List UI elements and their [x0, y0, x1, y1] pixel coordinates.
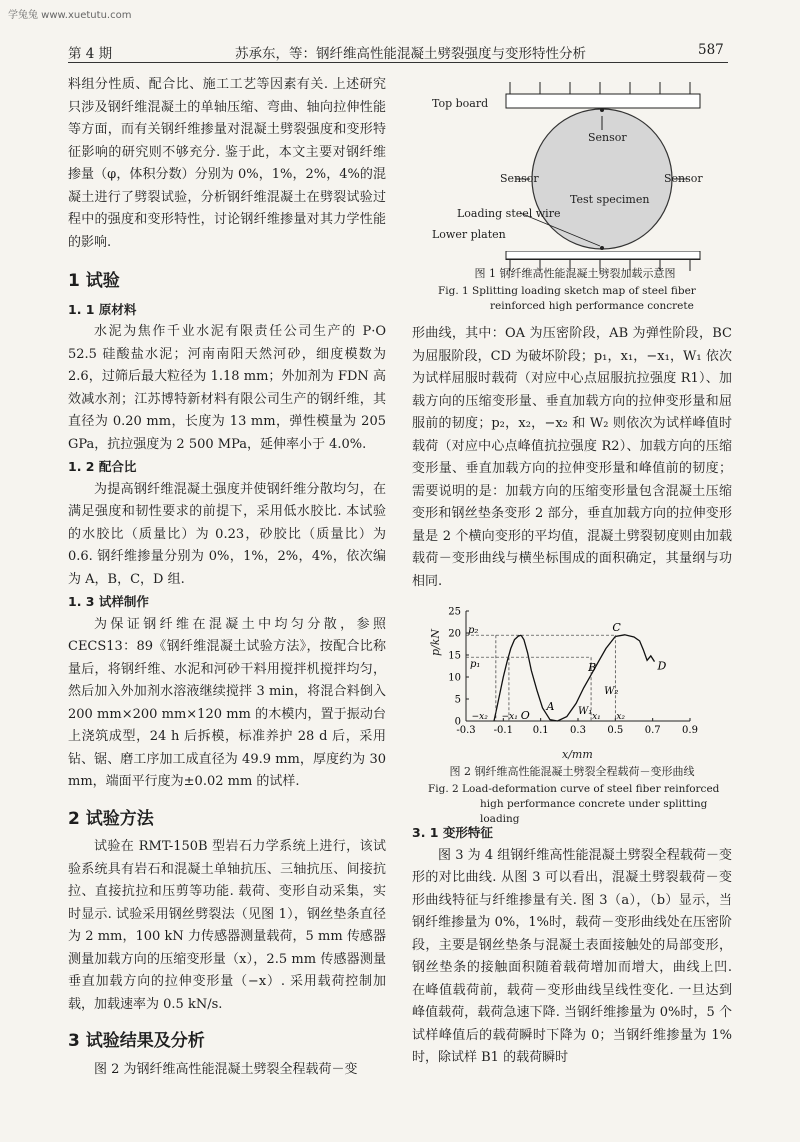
figure-1-caption-en-line2: reinforced high performance concrete — [490, 300, 694, 312]
chart-annotations — [466, 621, 667, 722]
label-D: D — [657, 659, 667, 673]
label-x2: x₂ — [616, 712, 626, 722]
y-tick-label: 10 — [448, 672, 461, 684]
label-x1: x₁ — [592, 712, 601, 722]
label-neg-x2: −x₂ — [471, 712, 488, 722]
x-tick-label: -0.1 — [493, 725, 513, 736]
figure-2-caption-en-line1: Fig. 2 Load-deformation curve of steel fiber reinforced — [428, 783, 720, 795]
section-1-2-heading: 1. 2 配合比 — [68, 459, 137, 474]
section-1-3-heading: 1. 3 试样制作 — [68, 594, 149, 609]
label-p1: p₁ — [470, 659, 481, 671]
deformation-paragraph: 图 3 为 4 组钢纤维高性能混凝土劈裂全程载荷－变形的对比曲线. 从图 3 可以看出，混凝土劈裂载荷－变形曲线特征与纤维掺量有关. 图 3（a），（b）显示，当钢纤维掺量为 0%，1%时，载荷－变形曲线处在压密阶段，主要是钢丝垫条与混凝土表面接触处的局部变形，钢丝垫条的接触面积随着载荷增加而增大，曲线上凹. 在峰值载荷前，载荷－变形曲线呈线性变化. 一旦达到峰值载荷，载荷急速下降. 当钢纤维掺量为 0%时，5 个试样峰值后的载荷瞬时下降为 0；当钢纤维掺量为 1%时，除试样 B1 的载荷瞬时 — [412, 847, 732, 1065]
top-arrows — [510, 82, 690, 94]
label-O: O — [520, 709, 530, 722]
x-axis-label: x/mm — [562, 748, 593, 761]
label-lower-platen: Lower platen — [432, 228, 506, 241]
watermark: 学兔兔 www.xuetutu.com — [8, 10, 132, 21]
figure-1-caption-en-line1: Fig. 1 Splitting loading sketch map of steel fiber — [438, 285, 696, 297]
label-B: B — [588, 660, 597, 674]
label-top-board: Top board — [432, 97, 489, 110]
label-neg-x1: −x₁ — [501, 712, 518, 722]
load-curve-1 — [494, 635, 521, 721]
label-C: C — [612, 620, 621, 634]
y-tick-label: 0 — [454, 716, 461, 728]
method-paragraph: 试验在 RMT-150B 型岩石力学系统上进行，该试验系统具有岩石和混凝土单轴抗压、三轴抗压、间接抗拉、直接抗拉和压剪等功能. 载荷、变形自动采集，实时显示. 试验采用钢丝劈裂法（见图 1），钢丝垫条直径为 2 mm，100 kN 力传感器测量载荷，5 mm 传感器测量加载方向的压缩变形量（x），2.5 mm 传感器测量垂直加载方向的拉伸变形量（−x）. 采用载荷控制加载，加载速率为 0.5 kN/s. — [68, 839, 386, 1012]
header-rule — [68, 62, 728, 63]
running-title: 苏承东，等：钢纤维高性能混凝土劈裂强度与变形特性分析 — [235, 46, 586, 62]
top-board — [506, 94, 700, 108]
figure-1-caption-cn: 图 1 钢纤维高性能混凝土劈裂加载示意图 — [474, 267, 676, 280]
x-tick-label: 0.7 — [644, 725, 661, 736]
label-W1: W₁ — [578, 705, 593, 717]
label-W2: W₂ — [604, 686, 619, 698]
y-tick-label: 15 — [448, 650, 461, 662]
intro-paragraph: 料组分性质、配合比、施工工艺等因素有关. 上述研究只涉及钢纤维混凝土的单轴压缩、弯曲、轴向拉伸性能等方面，而有关钢纤维掺量对混凝土劈裂强度和变形特征影响的研究则不够充分. 鉴于此，本文主要对钢纤维掺量（φ，体积分数）分别为 0%，1%，2%，4%的混凝土进行了劈裂试验，分析钢纤维混凝土在劈裂试验过程中的强度和变形特性，讨论钢纤维掺量对其力学性能的影响. — [68, 77, 386, 250]
top-wire — [600, 108, 604, 112]
specimen-paragraph: 为保证钢纤维在混凝土中均匀分散，参照 CECS13：89《钢纤维混凝土试验方法》，按配合比称量后，将钢纤维、水泥和河砂干料用搅拌机搅拌均匀，然后加入外加剂水溶液继续搅拌 3 min，将混合料倒入 200 mm×200 mm×120 mm 的木模内，置于振动台上浇筑成型，24 h 后拆模，标准养护 28 d 后，采用钻、锯、磨工序加工成直径为 49.9 mm，厚度约为 30 mm，端面平行度为±0.02 mm 的试样. — [68, 616, 386, 789]
section-1-heading: 1 试验 — [68, 271, 120, 291]
y-axis-label: p/kN — [429, 628, 443, 657]
section-2-heading: 2 试验方法 — [68, 808, 154, 829]
materials-paragraph: 水泥为焦作千业水泥有限责任公司生产的 P·O 52.5 硅酸盐水泥；河南南阳天然河砂，细度模数为 2.6，过筛后最大粒径为 1.18 mm；外加剂为 FDN 高效减水剂；江苏博特新材料有限公司生产的钢纤维，其直径为 0.20 mm，长度为 13 mm，弹性模量为 205 GPa，抗拉强度为 2 500 MPa，延伸率小于 4.0%. — [68, 324, 386, 452]
mix-ratio-paragraph: 为提高钢纤维混凝土强度并使钢纤维分散均匀，在满足强度和韧性要求的前提下，采用低水胶比. 本试验的水胶比（质量比）为 0.23，砂胶比（质量比）为 0.6. 钢纤维掺量分别为 0%，1%，2%，4%，依次编为 A，B，C，D 组. — [68, 481, 386, 587]
x-tick-label: 0.3 — [570, 725, 586, 736]
x-tick-label: 0.5 — [607, 725, 624, 736]
x-tick-label: 0.1 — [532, 725, 549, 736]
figure-2-caption-cn: 图 2 钢纤维高性能混凝土劈裂全程载荷－变形曲线 — [449, 765, 695, 778]
bottom-wire — [600, 246, 604, 250]
left-column — [68, 74, 386, 1081]
label-sensor-left: Sensor — [500, 172, 539, 185]
y-tick-label: 20 — [448, 628, 461, 640]
right-column-upper — [412, 323, 732, 593]
figure-2-caption-en — [428, 782, 738, 827]
label-test-specimen: Test specimen — [570, 193, 650, 206]
chart-marks — [494, 635, 655, 721]
curve-description-paragraph: 形曲线，其中：OA 为压密阶段，AB 为弹性阶段，BC 为屈服阶段，CD 为破坏阶段；p₁，x₁，−x₁，W₁ 依次为试样屈服时载荷（对应中心点屈服抗拉强度 R1）、加载方向的压缩变形量、垂直加载方向的拉伸变形量和屈服前的韧度；p₂，x₂，−x₂ 和 W₂ 则依次为试样峰值时载荷（对应中心点峰值抗拉强度 R2）、加载方向的压缩变形量、垂直加载方向的拉伸变形量和峰值前的韧度；需要说明的是：加载方向的压缩变形量包含混凝土压缩变形和钢丝垫条变形 2 部分，垂直加载方向的拉伸变形量是 2 个横向变形的平均值，混凝土劈裂韧度则由加载载荷－变形曲线与横坐标围成的面积确定，其量纲与功相同. — [412, 326, 732, 589]
results-intro-paragraph: 图 2 为钢纤维高性能混凝土劈裂全程载荷－变 — [94, 1061, 358, 1077]
issue-number: 第 4 期 — [68, 46, 113, 62]
figure-2-chart — [420, 603, 720, 753]
label-sensor-top: Sensor — [588, 131, 627, 144]
figure-1-caption-en — [438, 284, 738, 314]
label-p2: p₂ — [468, 625, 479, 637]
y-tick-label: 25 — [448, 606, 461, 618]
figure-2-caption-en-line2: high performance concrete under splitting loading — [480, 798, 708, 825]
x-tick-label: 0.9 — [682, 725, 698, 736]
section-1-1-heading: 1. 1 原材料 — [68, 301, 137, 317]
x-tick-label: -0.3 — [456, 725, 476, 736]
section-3-1-heading: 3. 1 变形特征 — [412, 825, 493, 840]
label-sensor-right: Sensor — [664, 172, 703, 185]
section-3-heading: 3 试验结果及分析 — [68, 1031, 205, 1051]
label-A: A — [546, 699, 555, 713]
right-column-lower — [412, 822, 732, 1070]
y-tick-label: 5 — [454, 694, 461, 706]
label-loading-wire: Loading steel wire — [457, 207, 561, 220]
page-number: 587 — [698, 42, 724, 58]
